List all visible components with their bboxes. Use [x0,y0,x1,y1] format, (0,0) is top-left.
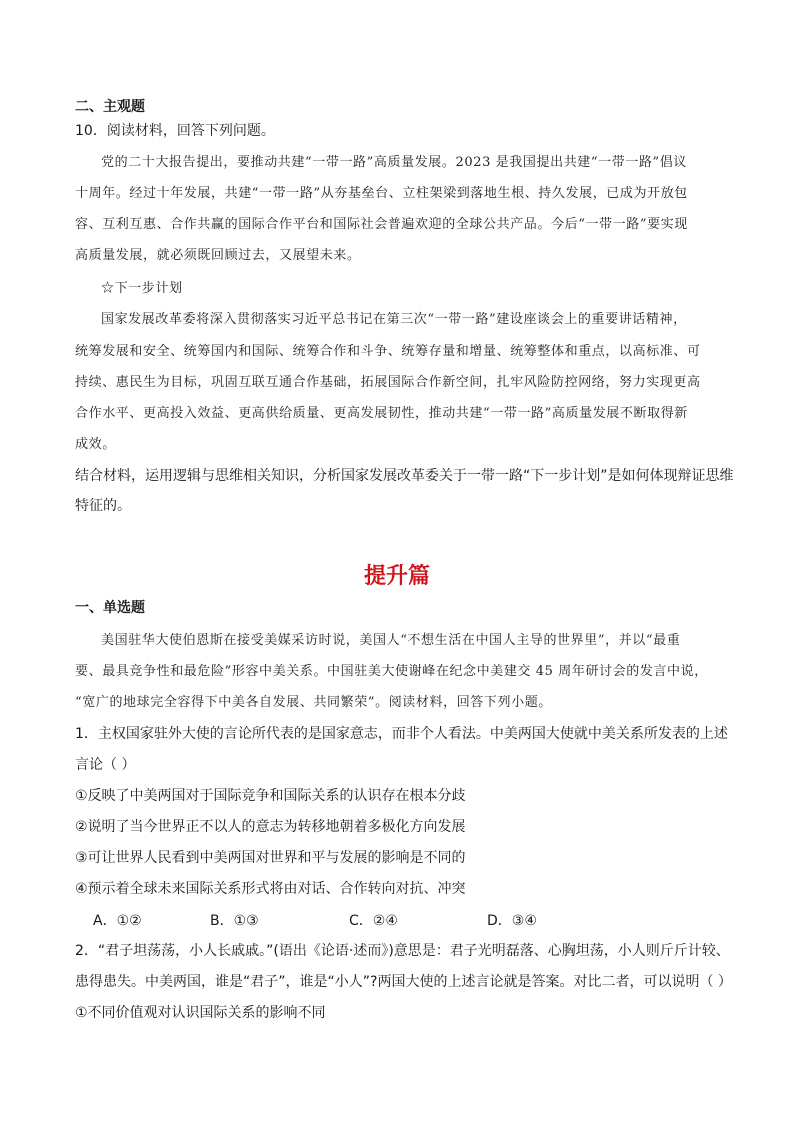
section-heading-single-choice: 一、单选题 [75,600,145,616]
material-line: 容、互利互惠、合作共赢的国际合作平台和国际社会普遍欢迎的全球公共产品。今后“一带一路”要实现 [75,217,688,232]
question-2-stem: 2．“君子坦荡荡，小人长戚戚。”(语出《论语·述而》)意思是：君子光明磊落、心胸坦荡，小人则斤斤计较、 [75,943,730,959]
option-c[interactable]: C．②④ [349,913,398,929]
option-d[interactable]: D．③④ [487,913,537,929]
question-1-stem: 1．主权国家驻外大使的言论所代表的是国家意志，而非个人看法。中美两国大使就中美关系所发表的上述 [75,726,728,742]
material-line: 要、最具竞争性和最危险”形容中美关系。中国驻美大使谢峰在纪念中美建交 45 周年研讨会的发言中说， [75,664,708,679]
statement-item: ①不同价值观对认识国际关系的影响不同 [75,1005,326,1021]
question-2-stem: 患得患失。中美两国，谁是“君子”，谁是“小人”?两国大使的上述言论就是答案。对比二者，可以说明（ ） [75,974,732,990]
material-line: “宽广的地球完全容得下中美各自发展、共同繁荣”。阅读材料，回答下列小题。 [75,695,552,710]
material-line: 成效。 [75,437,116,452]
option-b[interactable]: B．①③ [210,913,259,929]
question-10-task: 特征的。 [75,498,131,514]
question-10-stem: 10．阅读材料，回答下列问题。 [75,123,275,139]
material-line: 十周年。经过十年发展，共建“一带一路”从夯基垒台、立柱架梁到落地生根、持久发展，已成为开放包 [75,186,688,201]
statement-item: ②说明了当今世界正不以人的意志为转移地朝着多极化方向发展 [75,819,466,835]
material-line: 合作水平、更高投入效益、更高供给质量、更高发展韧性，推动共建“一带一路”高质量发展不断取得新 [75,406,688,421]
material-line: 美国驻华大使伯恩斯在接受美媒采访时说，美国人“不想生活在中国人主导的世界里”，并以“最重 [101,633,681,648]
statement-item: ③可让世界人民看到中美两国对世界和平与发展的影响是不同的 [75,850,466,866]
section-heading-subjective: 二、主观题 [75,99,145,115]
plan-heading: ☆下一步计划 [101,281,183,296]
section-title: 提升篇 [363,564,430,589]
material-line: 持续、惠民生为目标，巩固互联互通合作基础，拓展国际合作新空间，扎牢风险防控网络，努力实现更高 [75,375,701,390]
question-1-stem: 言论（ ） [75,757,136,773]
question-10-task: 结合材料，运用逻辑与思维相关知识，分析国家发展改革委关于一带一路“下一步计划”是如何体现辩证思维 [75,468,734,484]
material-line: 高质量发展，就必须既回顾过去，又展望未来。 [75,248,361,263]
material-line: 党的二十大报告提出，要推动共建“一带一路”高质量发展。2023 是我国提出共建“一带一路”倡议 [101,155,688,170]
statement-item: ①反映了中美两国对于国际竞争和国际关系的认识存在根本分歧 [75,788,466,804]
material-line: 国家发展改革委将深入贯彻落实习近平总书记在第三次“一带一路”建设座谈会上的重要讲话精神， [101,312,687,327]
option-a[interactable]: A．①② [93,913,142,929]
material-line: 统筹发展和安全、统筹国内和国际、统筹合作和斗争、统筹存量和增量、统筹整体和重点，以高标准、可 [75,344,701,359]
statement-item: ④预示着全球未来国际关系形式将由对话、合作转向对抗、冲突 [75,881,466,897]
